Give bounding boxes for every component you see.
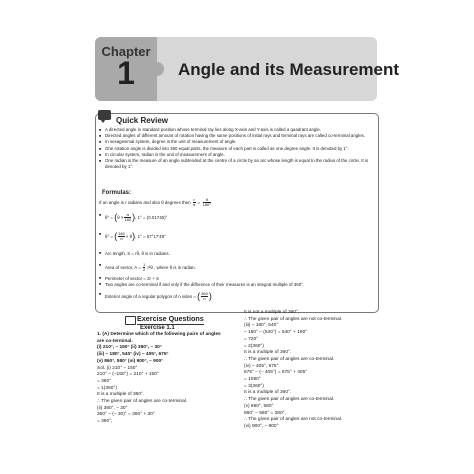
solution-line: Sol. (i) 210° – 150° <box>97 365 138 371</box>
review-item: ■ A directed angle in standard position whose terminal ray lies along X-axis and Y-axis is called a quadrant angle. <box>99 127 373 133</box>
quick-review-title: Quick Review <box>116 116 169 125</box>
solution-line: = 2(360°) <box>244 343 264 349</box>
formula-part: , 1° = 57°17'48" <box>135 233 166 239</box>
formula-part: θ° = <box>105 214 115 220</box>
solution-line: (vi) 900°, – 900° <box>244 423 279 429</box>
fraction <box>203 198 211 207</box>
review-item: ■ One radian is the measure of an angle subtended at the centre of a circle by an arc whose length is equal to the radius of the circle. It is denoted by 1°. <box>99 158 373 170</box>
fraction <box>124 213 131 222</box>
solution-line: = 720° <box>244 336 259 342</box>
solution-line: are co-terminal. <box>97 338 133 344</box>
formula-radian-degree <box>99 198 212 207</box>
numerator: 180 <box>118 231 125 236</box>
solution-line: 210° – (–150°) = 210° + 150° <box>97 372 159 378</box>
exercise-right-column <box>244 310 342 431</box>
fraction <box>193 198 196 207</box>
formula-part: × θ <box>125 233 133 239</box>
fraction <box>201 292 208 301</box>
solution-line: ∴ The given pair of angles are co-terminal. <box>244 356 335 362</box>
solution-line: (v) 860°, 580° <box>244 403 274 409</box>
denominator: π <box>120 236 123 242</box>
formula-part: Area of sector, A = <box>105 264 141 270</box>
solution-line: It is a multiple of 360°. <box>244 350 292 356</box>
solution-line: (iii) – 180°, 540° <box>244 323 279 329</box>
solution-line: (i) 210°, – 150° (ii) 360°, – 30° <box>97 345 162 351</box>
numerator: 1 <box>143 262 146 267</box>
solution-line: 860° – 580° = 280°, <box>244 410 286 416</box>
solution-line: = 390°, <box>97 419 113 425</box>
solution-line: ∴ The given pair of angles are co-terminal. <box>97 399 188 405</box>
solution-line: 360° – (– 30)° = 360° + 30° <box>97 412 155 418</box>
formula-part: , 1° = (0.01745)° <box>135 214 168 220</box>
numerator: θ <box>203 198 211 203</box>
solution-line: (iii) – 180°, 540° (iv) – 405°, 675° <box>97 352 169 358</box>
solution-line: (ii) 360°, – 30° <box>97 405 128 411</box>
solution-line: = 1(360°) <box>97 385 117 391</box>
formula-perimeter: ■ Perimeter of sector = 2r + S <box>99 276 159 282</box>
denominator: π <box>192 202 196 208</box>
quick-review-list <box>99 127 373 170</box>
formulas-title: Formulas: <box>102 190 132 196</box>
numerator: π <box>126 212 130 217</box>
solution-line: 1. (A) Determine which of the following pairs of angles <box>97 332 221 337</box>
exercise-left-column <box>97 332 221 426</box>
solution-line: It is not a multiple of 360°, <box>244 310 300 315</box>
solution-line: 675° – (– 405°) = 675° + 405° <box>244 370 308 376</box>
formula-part: θ × <box>117 214 124 220</box>
review-item: ■ In sexagesimal system, degree is the unit of measurement of angle. <box>99 139 373 145</box>
review-item: ■ One rotation angle is divided into 360 equal parts, the measure of each part is called as one degree angle. It is denoted by 1°. <box>99 146 373 152</box>
review-item: ■ In circular system, radian is the unit of measurement of angle. <box>99 152 373 158</box>
solution-line: (v) 860°, 580° (vi) 900°, – 900° <box>97 358 164 364</box>
solution-line: ∴ The given pair of angles are not co-terminal. <box>244 316 343 322</box>
solution-line: (iv) – 405°, 675° <box>244 363 279 369</box>
speech-bubble-icon <box>98 110 111 120</box>
exercise-subheading: Exercise 1.1 <box>140 325 175 331</box>
numerator: 360 <box>201 291 208 296</box>
chapter-number: 1 <box>117 55 135 91</box>
formula-exterior-angle: ■ Exterior angle of a regular polygon of n sides = ( $\frac{360}{n}$ ) <box>99 292 212 301</box>
formula-part: Exterior angle of a regular polygon of n sides = <box>105 293 196 299</box>
formula-sector-area <box>99 263 196 272</box>
denominator: 2 <box>143 267 146 273</box>
solution-line: = 3(360°) <box>244 383 264 389</box>
chapter-title: Angle and its Measurement <box>178 60 400 79</box>
solution-line: It is a multiple of 360°. <box>244 390 292 396</box>
fraction <box>143 263 145 272</box>
formula-degree-to-radian: ■ θ° = (θ × $\frac{\pi}{180}$ ), 1° = (0.01745)° <box>99 213 167 222</box>
solution-line: = 1080° <box>244 377 261 383</box>
solution-line: = 360° <box>97 378 112 384</box>
formula-text: If an angle is r radians and also θ degrees then <box>99 199 191 205</box>
exercise-heading: Exercise Questions <box>137 314 204 323</box>
denominator: n <box>203 296 206 302</box>
solution-line: ∴ The given pair of angles are co-terminal. <box>244 397 335 403</box>
denominator: 180° <box>202 202 211 208</box>
formula-radian-to-degree: ■ θ° = ( $\frac{180}{\pi}$ × θ), 1° = 57°17'48" <box>99 232 166 241</box>
formula-part: θ° = <box>105 233 115 239</box>
solution-line: It is a multiple of 360°. <box>97 392 145 398</box>
formula-coterminal: ■ Two angles are co-terminal if and only if the difference of their measures is an integral multiple of 360°. <box>99 282 304 288</box>
review-item: ■ Directed angles of different amount of rotation having the same positions of initial rays and terminal rays are called co-terminal angles. <box>99 133 373 139</box>
numerator: r <box>193 197 195 202</box>
formula-part: r²θ , where θ is in radian. <box>147 264 196 270</box>
fraction <box>118 232 125 241</box>
equals-sign: = <box>197 199 201 205</box>
chapter-label: Chapter <box>101 44 151 59</box>
solution-line: – 180° – (540°) = 540° + 180° <box>244 330 308 336</box>
solution-line: ∴ The given pair of angles are not co-terminal. <box>244 417 343 423</box>
exercise-icon <box>125 316 136 325</box>
denominator: 180 <box>124 217 132 223</box>
formula-arc-length: ■ Arc length, S = rθ, θ is in radians. <box>99 251 170 257</box>
